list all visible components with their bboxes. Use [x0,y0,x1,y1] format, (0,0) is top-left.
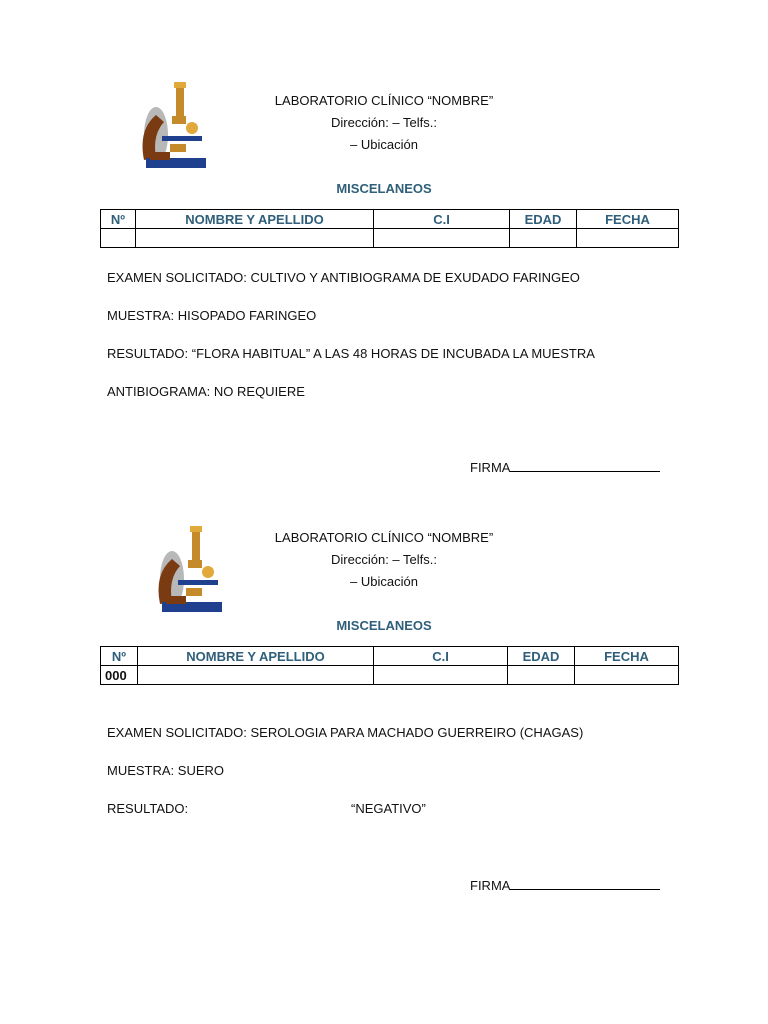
sample: MUESTRA: HISOPADO FARINGEO [107,308,317,323]
result-value: “NEGATIVO” [351,801,426,816]
col-date: FECHA [577,210,679,229]
lab-location: – Ubicación [350,137,418,152]
cell-ci [374,666,508,685]
cell-date [575,666,679,685]
sample: MUESTRA: SUERO [107,763,225,778]
cell-age [508,666,575,685]
table-row [101,666,679,685]
section-title: MISCELANEOS [336,181,432,196]
lab-address: Dirección: – Telfs.: [331,552,437,567]
signature-line [470,877,660,893]
lab-address: Dirección: – Telfs.: [331,115,437,130]
col-age: EDAD [508,647,575,666]
signature-rule [510,459,660,472]
col-number: Nº [101,210,136,229]
lab-name: LABORATORIO CLÍNICO “NOMBRE” [274,93,494,108]
exam-requested: EXAMEN SOLICITADO: CULTIVO Y ANTIBIOGRAMA DE EXUDADO FARINGEO [107,270,580,285]
cell-number [101,229,136,248]
col-date: FECHA [575,647,679,666]
cell-date [577,229,679,248]
exam-requested: EXAMEN SOLICITADO: SEROLOGIA PARA MACHADO GUERREIRO (CHAGAS) [107,725,584,740]
cell-name [136,229,374,248]
col-name: NOMBRE Y APELLIDO [136,210,374,229]
col-name: NOMBRE Y APELLIDO [138,647,374,666]
signature-rule [510,877,660,890]
col-number: Nº [101,647,138,666]
col-age: EDAD [510,210,577,229]
cell-name [138,666,374,685]
signature-line [470,459,660,475]
result-label: RESULTADO: [107,801,189,816]
cell-age [510,229,577,248]
table-header-row [101,647,679,666]
antibiogram: ANTIBIOGRAMA: NO REQUIERE [107,384,305,399]
table-header-row [101,210,679,229]
patient-table [100,646,679,685]
result: RESULTADO: “FLORA HABITUAL” A LAS 48 HORAS DE INCUBADA LA MUESTRA [107,346,595,361]
col-ci: C.I [374,210,510,229]
col-ci: C.I [374,647,508,666]
signature-label: FIRMA [470,878,511,893]
table-row [101,229,679,248]
patient-table [100,209,679,248]
cell-ci [374,229,510,248]
signature-label: FIRMA [470,460,511,475]
lab-name: LABORATORIO CLÍNICO “NOMBRE” [274,530,494,545]
section-title: MISCELANEOS [336,618,432,633]
lab-location: – Ubicación [350,574,418,589]
cell-number: 000 [101,666,138,685]
